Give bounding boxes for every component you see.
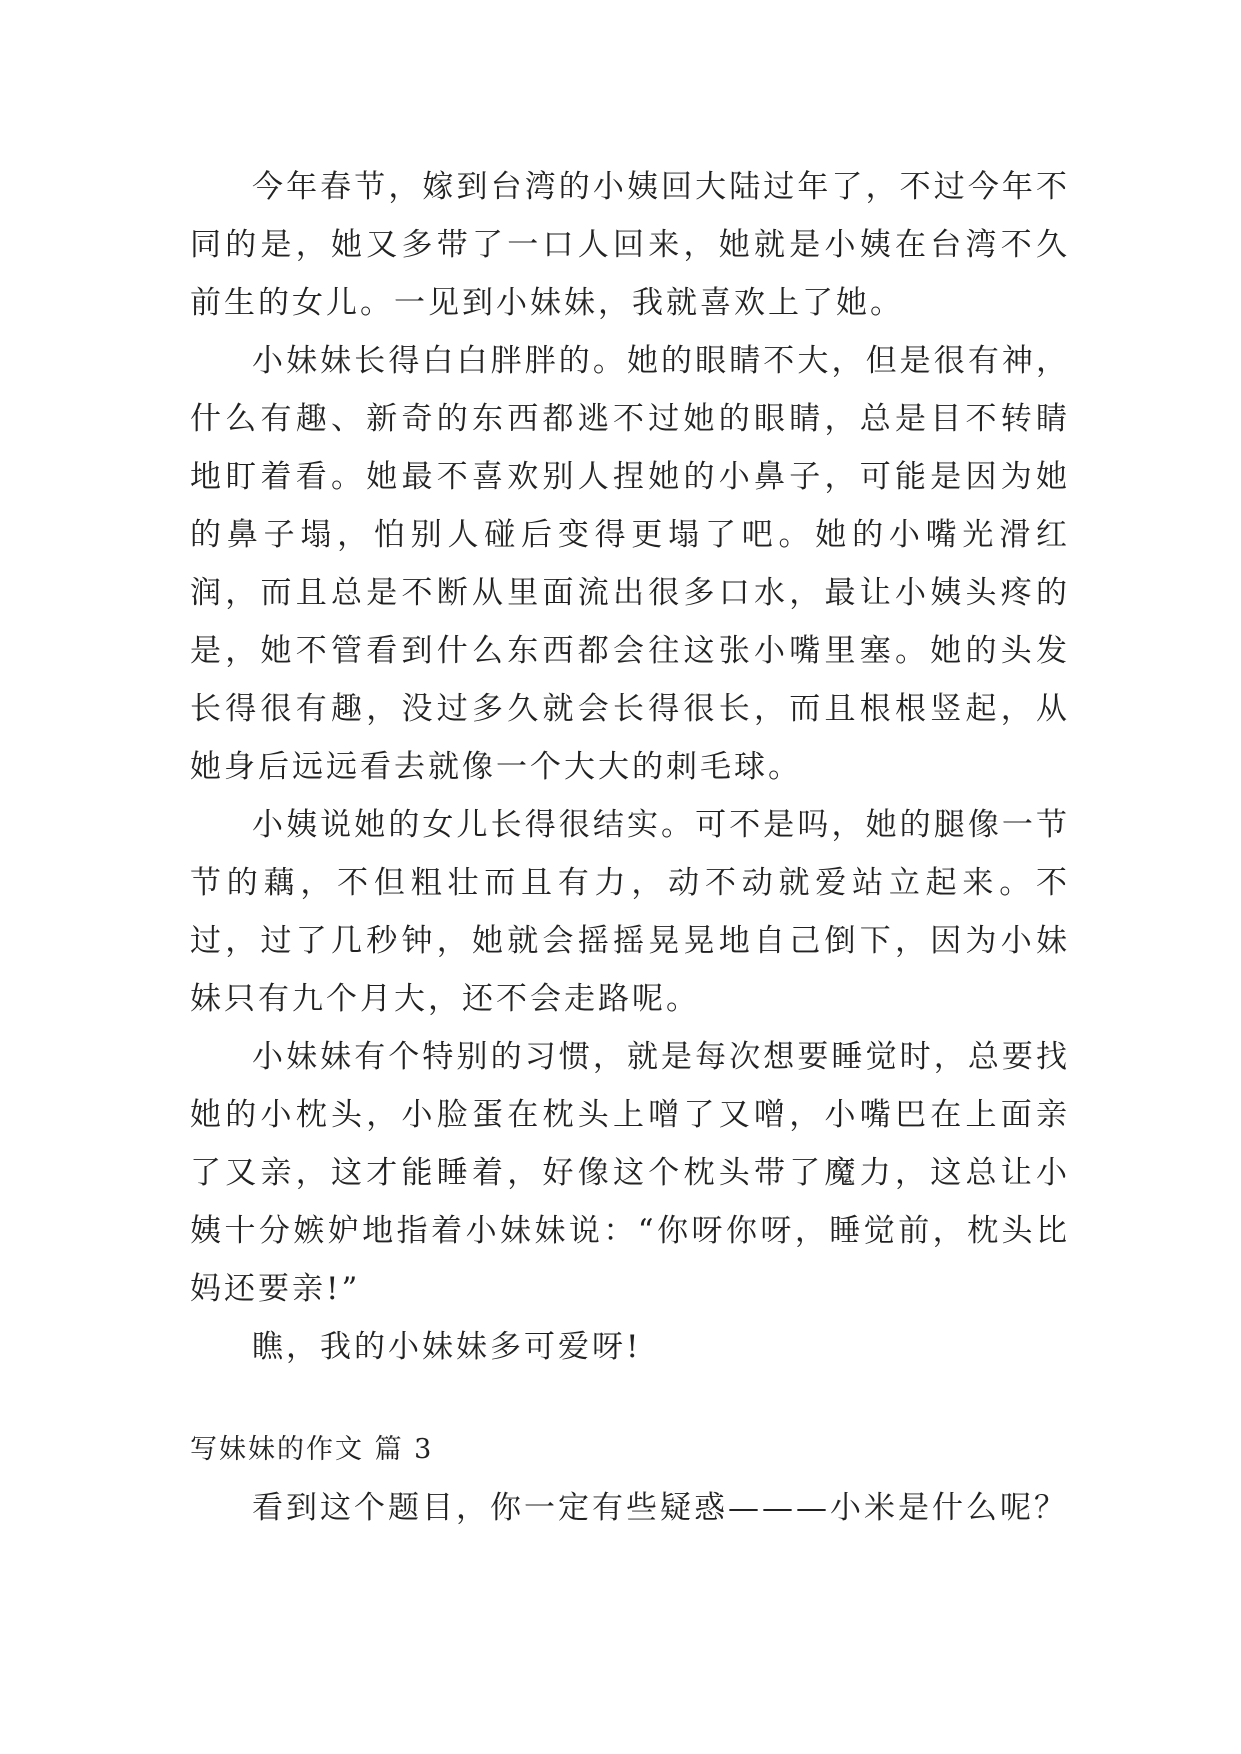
paragraph-1: 今年春节，嫁到台湾的小姨回大陆过年了，不过今年不同的是，她又多带了一口人回来，她就是小姨在台湾不久前生的女儿。一见到小妹妹，我就喜欢上了她。 [190, 169, 1070, 321]
paragraph-3: 小姨说她的女儿长得很结实。可不是吗，她的腿像一节节的藕，不但粗壮而且有力，动不动就爱站立起来。不过，过了几秒钟，她就会摇摇晃晃地自己倒下，因为小妹妹只有九个月大，还不会走路呢。 [190, 807, 1070, 1017]
paragraph-4: 小妹妹有个特别的习惯，就是每次想要睡觉时，总要找她的小枕头，小脸蛋在枕头上噌了又噌，小嘴巴在上面亲了又亲，这才能睡着，好像这个枕头带了魔力，这总让小姨十分嫉妒地指着小妹妹说：“你呀你呀，睡觉前，枕头比妈还要亲!” [190, 1039, 1070, 1307]
section-heading: 写妹妹的作文 篇 3 [190, 1434, 434, 1465]
paragraph-2: 小妹妹长得白白胖胖的。她的眼睛不大，但是很有神，什么有趣、新奇的东西都逃不过她的眼睛，总是目不转睛地盯着看。她最不喜欢别人捏她的小鼻子，可能是因为她的鼻子塌，怕别人碰后变得更塌了吧。她的小嘴光滑红润，而且总是不断从里面流出很多口水，最让小姨头疼的是，她不管看到什么东西都会往这张小嘴里塞。她的头发长得很有趣，没过多久就会长得很长，而且根根竖起，从她身后远远看去就像一个大大的刺毛球。 [190, 343, 1070, 785]
document-body [190, 158, 1070, 1537]
section-first-paragraph: 看到这个题目，你一定有些疑惑———小米是什么呢？ [252, 1490, 1068, 1526]
paragraph-5: 瞧，我的小妹妹多可爱呀! [252, 1329, 642, 1365]
